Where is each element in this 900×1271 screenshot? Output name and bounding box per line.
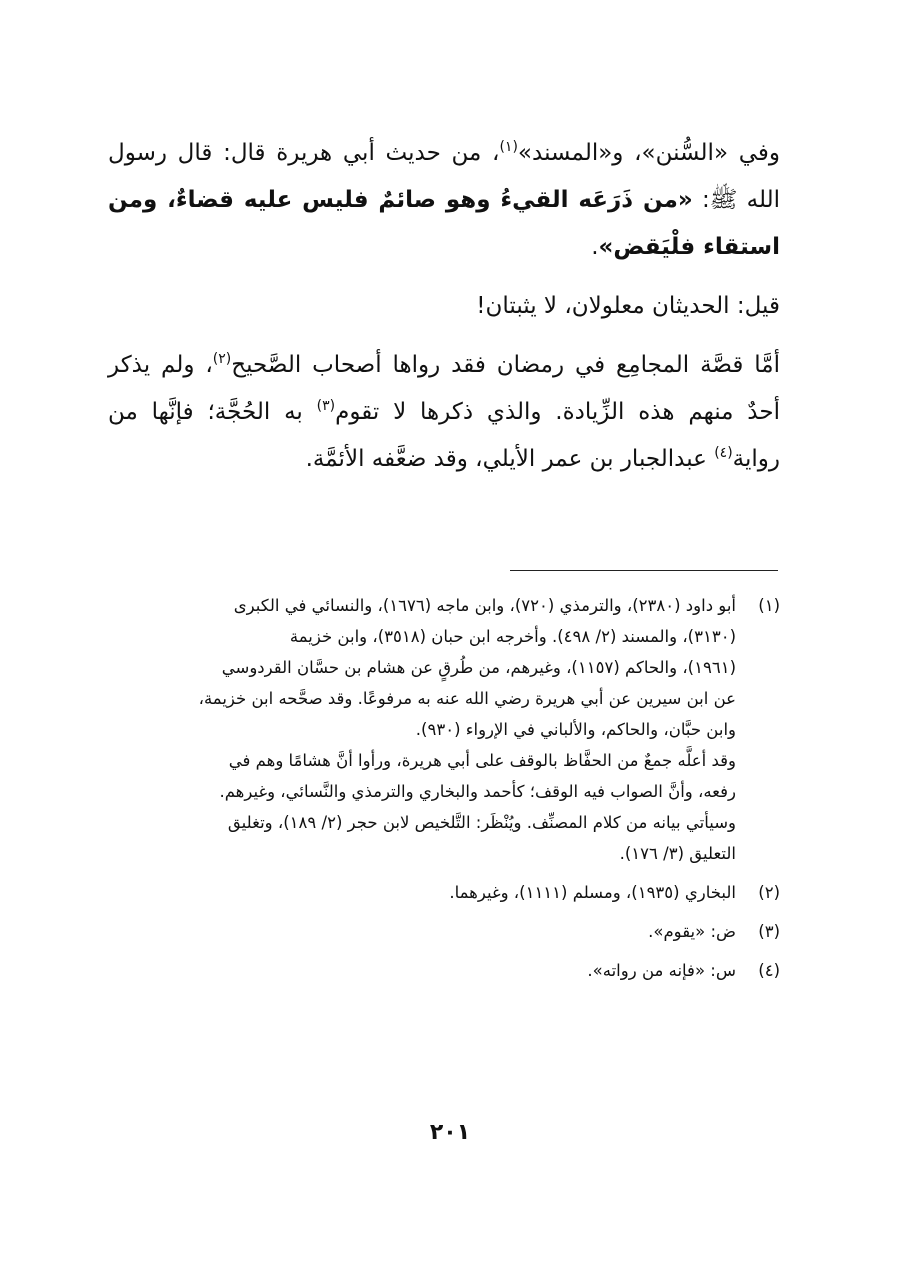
footnote-line: وسيأتي بيانه من كلام المصنِّف. ويُنْظَر: التَّلخيص لابن حجر (٢/ ١٨٩)، وتغليق	[227, 813, 736, 832]
page-number: ٢٠١	[429, 1120, 471, 1145]
footnote-line: (١٩٦١)، والحاكم (١١٥٧)، وغيرهم، من طُرقٍ عن هشام بن حسَّان القردوسي	[221, 658, 736, 677]
footnote-divider	[510, 570, 778, 571]
footnote-number: (٣)	[758, 922, 780, 941]
footnote-line: أبو داود (٢٣٨٠)، والترمذي (٧٢٠)، وابن ماجه (١٦٧٦)، والنسائي في الكبرى	[233, 596, 736, 615]
footnote-ref-1[interactable]: (١)	[499, 139, 518, 155]
p3-part-a: أمَّا قصَّة المجامِع في رمضان فقد رواها أصحاب الصَّحيح	[231, 352, 780, 378]
footnote-2	[108, 877, 780, 908]
footnote-3	[108, 916, 780, 947]
footnote-line: (٣١٣٠)، والمسند (٢/ ٤٩٨). وأخرجه ابن حبان (٣٥١٨)، وابن خزيمة	[289, 627, 736, 646]
footnote-line: البخاري (١٩٣٥)، ومسلم (١١١١)، وغيرهما.	[449, 883, 736, 902]
footnote-number: (٤)	[758, 961, 780, 980]
footnote-line: التعليق (٣/ ١٧٦).	[619, 844, 736, 863]
footnote-line: رفعه، وأنَّ الصواب فيه الوقف؛ كأحمد والبخاري والترمذي والنَّسائي، وغيرهم.	[219, 782, 736, 801]
footnote-line: وقد أعلَّه جمعٌ من الحفَّاظ بالوقف على أبي هريرة، ورأوا أنَّ هشامًا وهم في	[228, 751, 736, 770]
p3-part-d: عبدالجبار بن عمر الأيلي، وقد ضعَّفه الأئمَّة.	[305, 446, 715, 472]
footnote-line: س: «فإنه من رواته».	[587, 961, 736, 980]
footnote-ref-2[interactable]: (٢)	[212, 351, 232, 367]
footnote-ref-3[interactable]: (٣)	[316, 398, 336, 414]
footnote-ref-4[interactable]: (٤)	[714, 445, 733, 461]
footnote-number: (٢)	[758, 883, 780, 902]
paragraph-1	[108, 130, 780, 271]
footnote-line: وابن حبَّان، والحاكم، والألباني في الإرواء (٩٣٠).	[415, 720, 736, 739]
footnote-line: عن ابن سيرين عن أبي هريرة رضي الله عنه به مرفوعًا. وقد صحَّحه ابن خزيمة،	[198, 689, 736, 708]
footnote-number: (١)	[758, 596, 780, 615]
paragraph-2: قيل: الحديثان معلولان، لا يثبتان!	[476, 293, 780, 319]
p1-end: .	[591, 234, 599, 260]
footnote-4	[108, 955, 780, 986]
p3-part-c: به الحُجَّة؛ فإنَّها من رواية	[108, 399, 780, 472]
p1-part-a: وفي «السُّنن»، و«المسند»	[517, 140, 780, 166]
main-text	[108, 130, 780, 495]
paragraph-3	[108, 342, 780, 483]
footnote-1	[108, 590, 780, 869]
hadith-quote: «من ذَرَعَه القيءُ وهو صائمٌ فليس عليه قضاءٌ، ومن استقاء فلْيَقض»	[108, 187, 780, 260]
p1-part-b: ، من حديث أبي هريرة قال: قال رسول الله ﷺ:	[108, 140, 781, 213]
footnotes	[108, 590, 780, 994]
footnote-line: ض: «يقوم».	[648, 922, 736, 941]
p3-part-b: ، ولم يذكر أحدٌ منهم هذه الزِّيادة. والذي ذكرها لا تقوم	[108, 352, 780, 425]
